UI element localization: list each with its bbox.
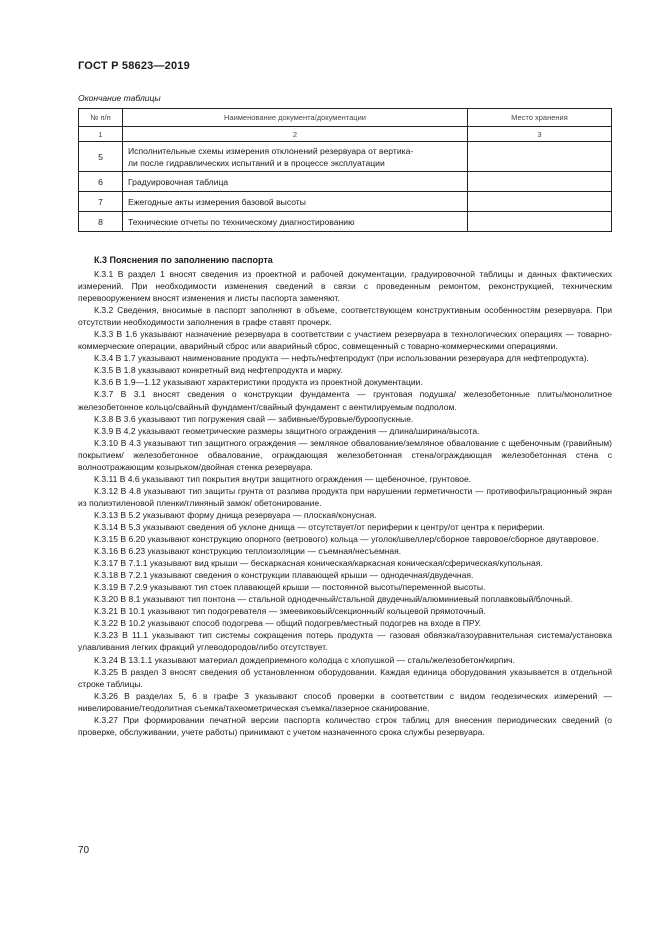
paragraph: К.3.8 В 3.6 указывают тип погружения свай — забивные/буровые/буроопускные. xyxy=(94,413,414,424)
paragraph: К.3.23 В 11.1 указывают тип системы сокращения потерь продукта — газовая обвязка/газоуравнительная система/установка улавливания легких фракций углеводородов/либо отсутствует. xyxy=(78,630,612,653)
row-number: 7 xyxy=(79,192,123,212)
paragraph: К.3.22 В 10.2 указывают способ подогрева — общий подогрев/местный подогрев на входе в ПРУ. xyxy=(94,618,482,629)
table-row xyxy=(79,212,612,232)
row-storage-place xyxy=(468,192,612,212)
section-title: К.3 Пояснения по заполнению паспорта xyxy=(94,255,273,265)
table-row xyxy=(79,192,612,212)
paragraph: К.3.25 В раздел 3 вносят сведения об установленном оборудовании. Каждая единица оборудования указывается в отдельной строке таблицы. xyxy=(78,666,612,689)
paragraph: К.3.9 В 4.2 указывают геометрические размеры защитного ограждения — длина/ширина/высота. xyxy=(94,425,480,436)
row-number: 8 xyxy=(79,212,123,232)
paragraph: К.3.3 В 1.6 указывают назначение резервуара в соответствии с участием резервуара в технологических операциях — товарно-коммерческие операции, аварийный сброс или аварийный сброс, совмещенный с товарно-коммерческими операциями. xyxy=(78,329,612,352)
row-document-name: Ежегодные акты измерения базовой высоты xyxy=(123,192,468,212)
column-number: 1 xyxy=(79,127,123,142)
page-number: 70 xyxy=(78,845,90,856)
documents-table xyxy=(78,108,612,232)
row-storage-place xyxy=(468,172,612,192)
column-header-place: Место хранения xyxy=(468,109,612,127)
row-document-name-line: Исполнительные схемы измерения отклонений резервуара от вертика- xyxy=(128,145,414,156)
row-document-name: Градуировочная таблица xyxy=(123,172,468,192)
paragraph: К.3.24 В 13.1.1 указывают материал дождеприемного колодца с хлопушкой — сталь/железобетон/кирпич. xyxy=(94,654,515,665)
paragraph: К.3.14 В 5.3 указывают сведения об уклоне днища — отсутствует/от периферии к центру/от центра к периферии. xyxy=(94,521,545,532)
row-number: 5 xyxy=(79,142,123,172)
paragraph: К.3.20 В 8.1 указывают тип понтона — стальной однодечный/стальной двудечный/алюминиевый поплавковый/блочный. xyxy=(94,594,573,605)
row-document-name-line: ли после гидравлических испытаний и в процессе эксплуатации xyxy=(128,157,385,168)
paragraph: К.3.26 В разделах 5, 6 в графе 3 указывают способ проверки в соответствии с видом геодезических измерений — нивелирование/теодолитная съемка/тахеометрическая съемка/лазерное сканирование. xyxy=(78,690,612,713)
paragraph: К.3.13 В 5.2 указывают форму днища резервуара — плоская/конусная. xyxy=(94,509,377,520)
paragraph: К.3.12 В 4.8 указывают тип защиты грунта от разлива продукта при нарушении герметичности — противофильтрационный экран из полиэтиленовой пленки/глиняный замок/ обетонирование. xyxy=(78,485,612,508)
column-number: 2 xyxy=(123,127,468,142)
column-header-number: № п/п xyxy=(79,109,123,127)
row-storage-place xyxy=(468,212,612,232)
paragraph: К.3.27 При формировании печатной версии паспорта количество строк таблиц для внесения периодических сведений (о проверке, обслуживании, учете работы) принимают с учетом назначенного срока службы резервуара. xyxy=(78,714,612,737)
row-document-name xyxy=(123,142,468,172)
paragraph: К.3.21 В 10.1 указывают тип подогревателя — змеевиковый/секционный/ кольцевой прямоточный. xyxy=(94,606,486,617)
column-numbers-row xyxy=(79,127,612,142)
table-header-row xyxy=(79,109,612,127)
paragraph: К.3.15 В 6.20 указывают конструкцию опорного (ветрового) кольца — уголок/швеллер/сборное тавровое/сборное двутавровое. xyxy=(94,534,599,545)
table-caption: Окончание таблицы xyxy=(78,93,161,103)
paragraph: К.3.4 В 1.7 указывают наименование продукта — нефть/нефтепродукт (при использовании резервуара для нефтепродукта). xyxy=(94,353,589,364)
paragraph: К.3.7 В 3.1 вносят сведения о конструкции фундамента — грунтовая подушка/ железобетонные плиты/монолитное железобетонное кольцо/свайный фундамент/свайный фундамент с вентилируемым подполом. xyxy=(78,389,612,412)
paragraph: К.3.10 В 4.3 указывают тип защитного ограждения — земляное обвалование/земляное обвалование с щебеночным (гравийным) покрытием/ железобетонное обвалование, ограждающая железобетонная стена/ограждающая железобетонная стена с волноотражающим козырьком/двойная стенка резервуара. xyxy=(78,437,612,472)
row-document-name: Технические отчеты по техническому диагностированию xyxy=(123,212,468,232)
column-header-name: Наименование документа/документации xyxy=(123,109,468,127)
paragraph: К.3.17 В 7.1.1 указывают вид крыши — бескаркасная коническая/каркасная коническая/сферическая/купольная. xyxy=(94,558,543,569)
paragraph: К.3.18 В 7.2.1 указывают сведения о конструкции плавающей крыши — однодечная/двудечная. xyxy=(94,570,474,581)
table-row xyxy=(79,172,612,192)
paragraph: К.3.2 Сведения, вносимые в паспорт заполняют в объеме, соответствующем конструктивным особенностям резервуара. При отсутствии необходимости заполнения в графе ставят прочерк. xyxy=(78,305,612,328)
table-row xyxy=(79,142,612,172)
document-header: ГОСТ Р 58623—2019 xyxy=(78,60,190,72)
row-number: 6 xyxy=(79,172,123,192)
row-storage-place xyxy=(468,142,612,172)
paragraph: К.3.1 В раздел 1 вносят сведения из проектной и рабочей документации, градуировочной таблицы и данных фактических измерений. При необходимости изменения сведений в связи с проведенным ремонтом, реконструкцией, техническим перевооружением вносят изменения и листы паспорта заменяют. xyxy=(78,269,612,304)
paragraph: К.3.5 В 1.8 указывают конкретный вид нефтепродукта и марку. xyxy=(94,365,343,376)
paragraph: К.3.6 В 1.9—1.12 указывают характеристики продукта из проектной документации. xyxy=(94,377,423,388)
section-body xyxy=(78,268,612,738)
paragraph: К.3.19 В 7.2.9 указывают тип стоек плавающей крыши — постоянной высоты/переменной высоты. xyxy=(94,582,486,593)
paragraph: К.3.16 В 6.23 указывают конструкцию теплоизоляции — съемная/несъемная. xyxy=(94,546,402,557)
column-number: 3 xyxy=(468,127,612,142)
paragraph: К.3.11 В 4.6 указывают тип покрытия внутри защитного ограждения — щебеночное, грунтовое. xyxy=(94,473,472,484)
